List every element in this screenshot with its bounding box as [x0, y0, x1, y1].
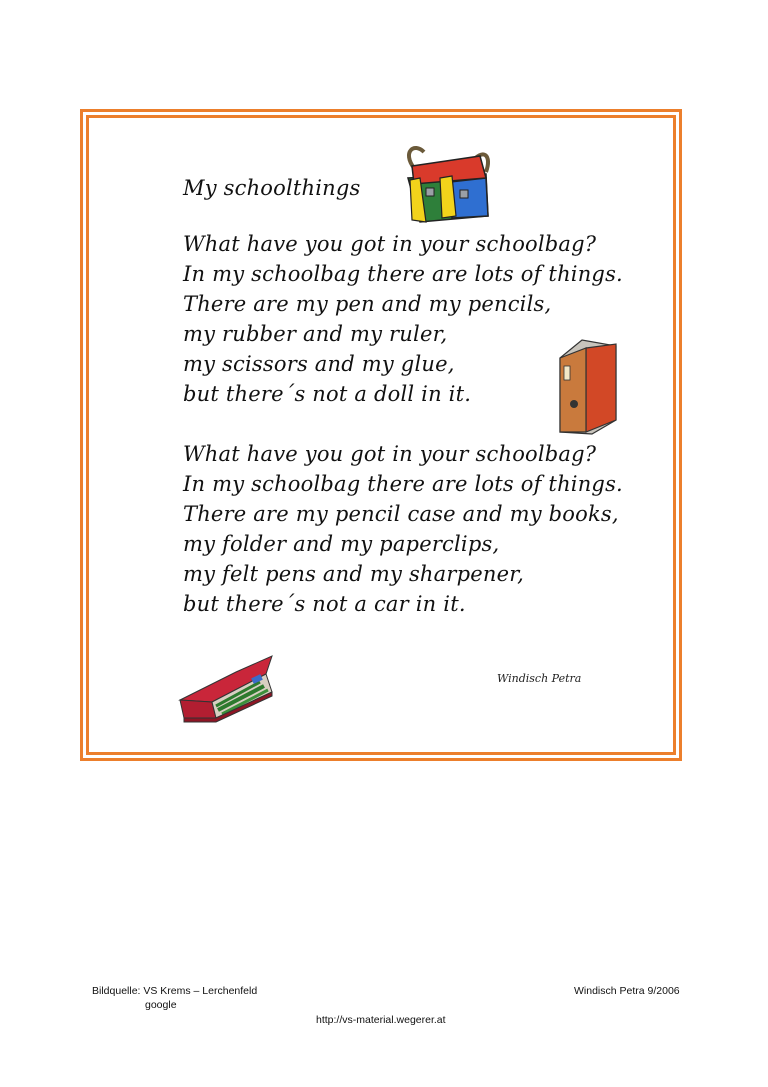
- stanza2-line-5: my felt pens and my sharpener,: [183, 562, 525, 586]
- stanza1-line-4: my rubber and my ruler,: [183, 322, 448, 346]
- stanza1-line-3: There are my pen and my pencils,: [183, 292, 552, 316]
- pencil-case-illustration: [176, 652, 276, 728]
- footer-image-source-google: google: [145, 999, 177, 1011]
- stanza1-line-2: In my schoolbag there are lots of things.: [183, 262, 623, 286]
- footer-url[interactable]: http://vs-material.wegerer.at: [316, 1014, 446, 1026]
- schoolbag-illustration: [400, 138, 496, 226]
- stanza1-line-5: my scissors and my glue,: [183, 352, 455, 376]
- footer-author-date: Windisch Petra 9/2006: [574, 985, 680, 997]
- poem-signature: Windisch Petra: [497, 672, 582, 685]
- stanza2-line-6: but there´s not a car in it.: [183, 592, 466, 616]
- stanza1-line-6: but there´s not a doll in it.: [183, 382, 472, 406]
- stanza2-line-1: What have you got in your schoolbag?: [183, 442, 597, 466]
- stanza1-line-1: What have you got in your schoolbag?: [183, 232, 597, 256]
- stanza2-line-2: In my schoolbag there are lots of things.: [183, 472, 623, 496]
- stanza2-line-4: my folder and my paperclips,: [183, 532, 500, 556]
- poem-title: My schoolthings: [183, 176, 361, 200]
- stanza2-line-3: There are my pencil case and my books,: [183, 502, 619, 526]
- footer-image-source: Bildquelle: VS Krems – Lerchenfeld: [92, 985, 258, 997]
- folder-book-illustration: [556, 336, 620, 438]
